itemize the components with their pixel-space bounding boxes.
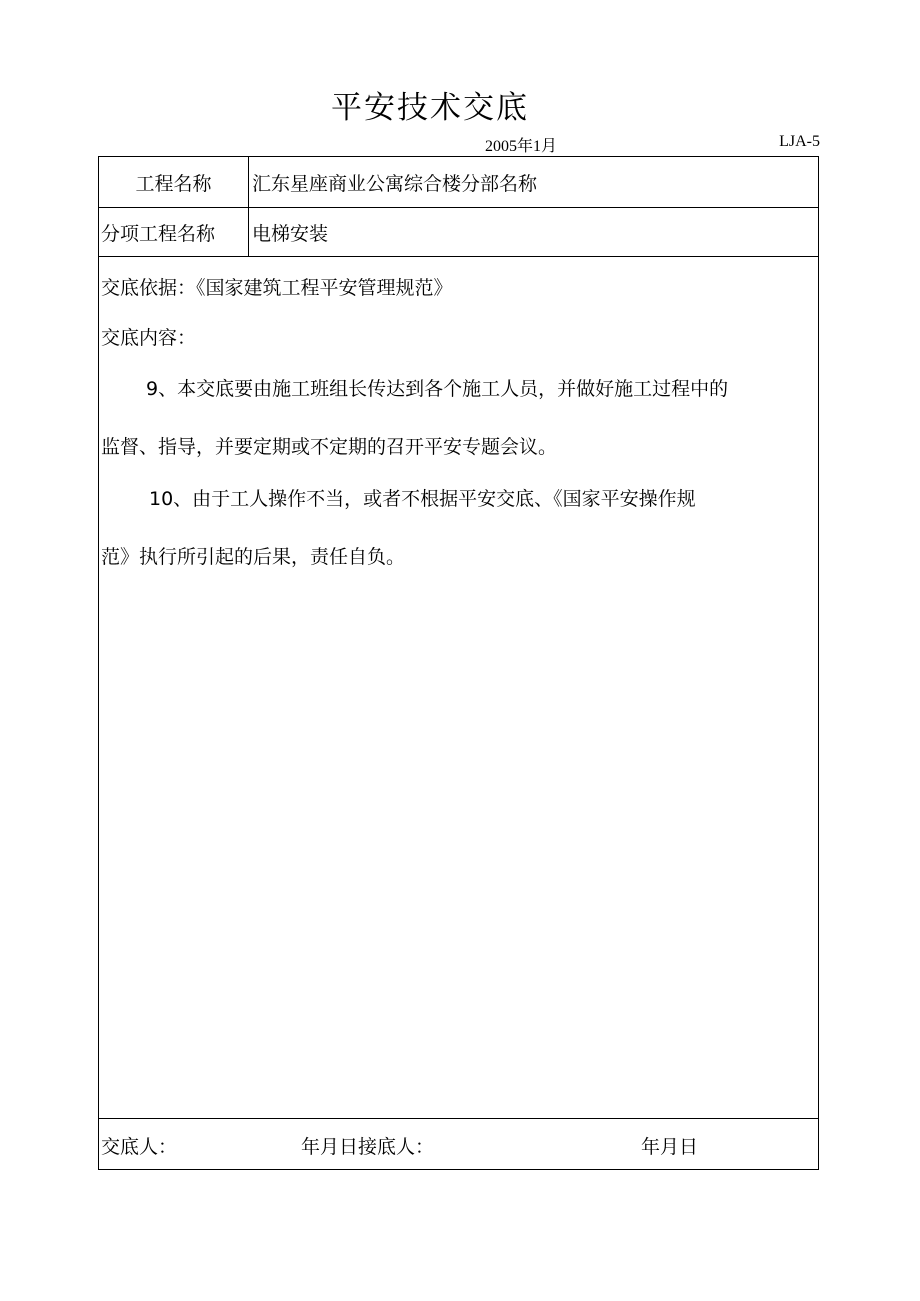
item-1-line-1: 9、本交底要由施工班组长传达到各个施工人员，并做好施工过程中的: [146, 378, 729, 400]
project-name-row: [99, 157, 818, 208]
content-label: 交底内容：: [101, 327, 197, 349]
disclosure-table: [98, 156, 819, 1170]
sub-project-label: 分项工程名称: [99, 208, 249, 256]
signature-row: [99, 1119, 818, 1169]
basis-label: 交底依据：: [101, 277, 197, 299]
content-item-1: [101, 378, 809, 494]
discloser-label: 交底人：: [101, 1136, 178, 1158]
item-2-line-1: 10、由于工人操作不当，或者不根据平安交底、《国家平安操作规: [149, 488, 696, 510]
disclosure-content-area: [99, 257, 818, 1119]
item-2-line-2: 范》执行所引起的后果，责任自负。: [101, 546, 406, 568]
item-1-line-2: 监督、指导，并要定期或不定期的召开平安专题会议。: [101, 436, 558, 458]
document-date: 2005年1月: [485, 138, 558, 155]
content-item-2: [101, 488, 809, 604]
date-receiver-label: 年月日接底人：: [301, 1136, 435, 1158]
page-title: 平安技术交底: [331, 90, 529, 126]
project-name-label: 工程名称: [99, 157, 249, 207]
project-name-value: 汇东星座商业公寓综合楼分部名称: [252, 172, 538, 195]
basis-value: 《国家建筑工程平安管理规范》: [196, 277, 453, 299]
basis-line: [101, 273, 453, 300]
sub-project-row: [99, 208, 818, 257]
document-code: LJA-5: [779, 133, 820, 150]
receive-date-label: 年月日: [641, 1136, 699, 1158]
sub-project-value: 电梯安装: [252, 222, 329, 245]
